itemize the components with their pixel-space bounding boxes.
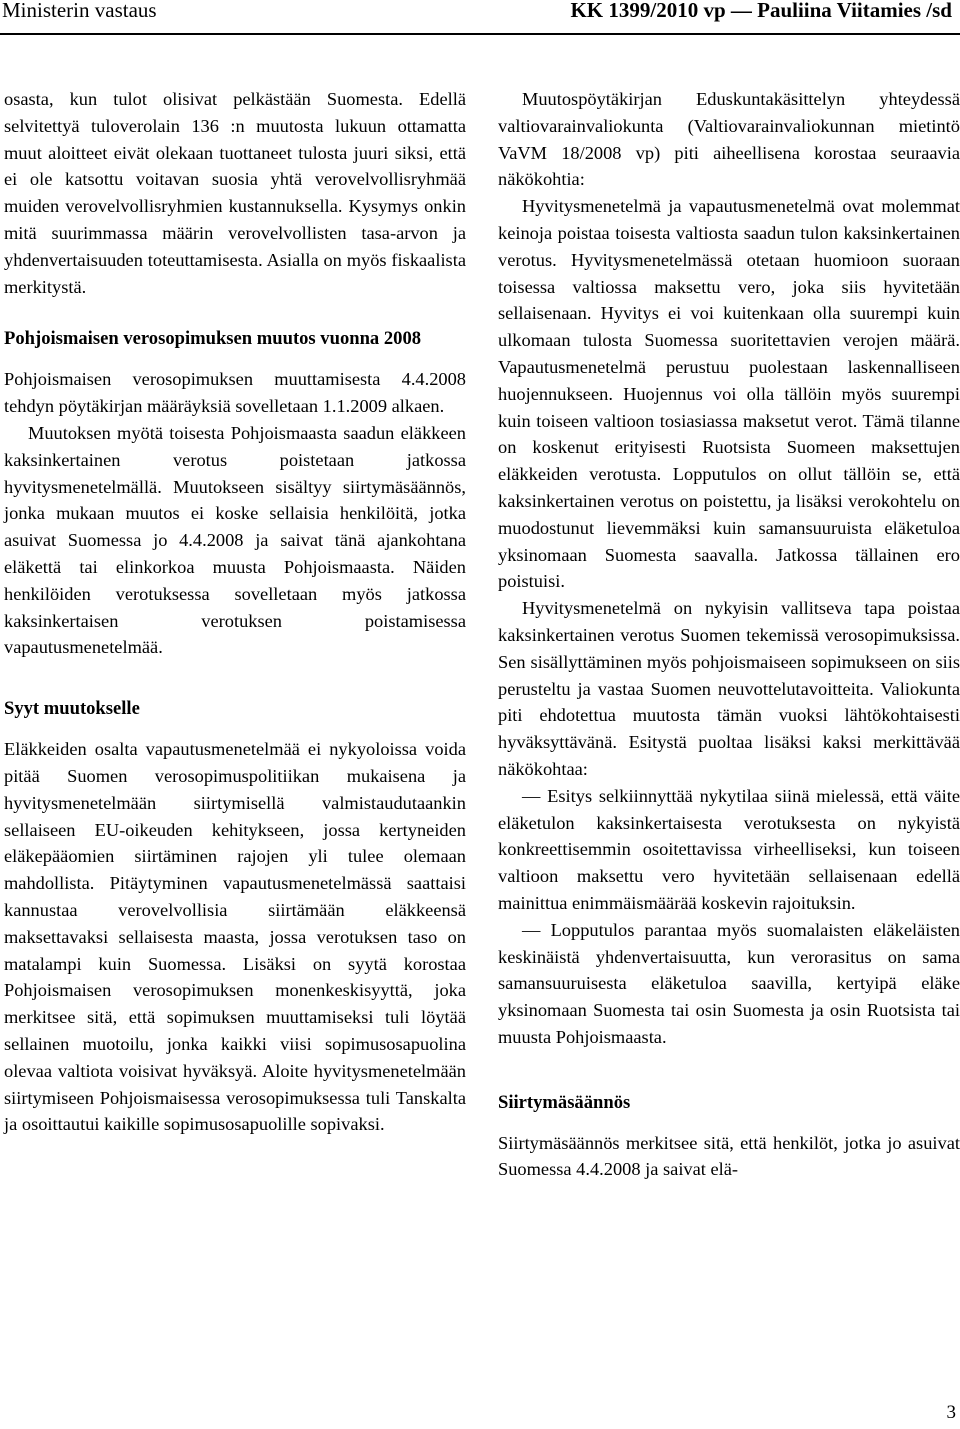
- paragraph: Pohjoismaisen verosopimuksen muuttamisesta 4.4.2008 tehdyn pöytäkirjan määräyksiä sovelletaan 1.1.2009 alkaen.: [4, 369, 466, 417]
- paragraph: Hyvitysmenetelmä on nykyisin vallitseva tapa poistaa kaksinkertainen verotus Suomen tekemissä verosopimuksissa. Sen sisällyttäminen myös pohjoismaiseen sopimukseen on siis perusteltu ja vastaa Suomen neuvottelutavoitteita. Valiokunta piti ehdotettua muutosta tämän vuoksi lähtökohtaisesti hyväksyttävänä. Esitystä puoltaa lisäksi kaksi merkittävää näkökohtaa:: [498, 598, 960, 779]
- paragraph: osasta, kun tulot olisivat pelkästään Suomesta. Edellä selvitettyä tuloverolain 136 :n muutosta lukuun ottamatta muut aloitteet eivät olekaan tuottaneet tulosta juuri siksi, että ei ole katsottu voitavan suosia yhtä verovelvollisryhmää muiden verovelvollisryhmien kustannuksella. Kysymys onkin mitä suurimmassa määrin verovelvollisten tasa-arvon ja yhdenvertaisuuden toteuttamisesta. Asialla on myös fiskaalista merkitystä.: [4, 89, 466, 297]
- page-header: [0, 0, 960, 30]
- paragraph: Eläkkeiden osalta vapautusmenetelmää ei nykyoloissa voida pitää Suomen verosopimuspolitiikan mukaisena ja hyvitysmenetelmään siirtymisellä valmistaudutaankin sellaiseen EU-oikeuden kehitykseen, jossa kertyneiden eläkepääomien siirtäminen rajojen yli tulee olemaan mahdollista. Pitäytyminen vapautusmenetelmässä saattaisi kannustaa verovelvollisia siirtämään eläkkeensä maksettavaksi sellaisesta maasta, jossa verotuksen taso on matalampi kuin Suomessa. Lisäksi on syytä korostaa Pohjoismaisen verosopimuksen monenkeskisyyttä, joka merkitsee sitä, että sopimuksen muuttamiseksi tuli löytää sellainen muotoilu, jonka kaikki viisi sopimusosapuolina olevaa valtiota voisivat hyväksyä. Aloite hyvitysmenetelmään siirtymiseen Pohjoismaisessa verosopimuksessa tuli Tanskalta ja osoittautui kaikille sopimusosapuolille sopivaksi.: [4, 739, 466, 1135]
- paragraph: Siirtymäsäännös merkitsee sitä, että henkilöt, jotka jo asuivat Suomessa 4.4.2008 ja saivat elä-: [498, 1132, 960, 1180]
- section-heading: Siirtymäsäännös: [498, 1091, 631, 1113]
- header-rule: [0, 33, 960, 35]
- section-heading: Pohjoismaisen verosopimuksen muutos vuonna 2008: [4, 328, 422, 350]
- section-heading: Syyt muutokselle: [4, 698, 140, 720]
- header-right-text: KK 1399/2010 vp — Pauliina Viitamies /sd: [570, 0, 952, 22]
- header-left-text: Ministerin vastaus: [2, 0, 157, 22]
- page-number: 3: [946, 1402, 956, 1423]
- paragraph: Muutoksen myötä toisesta Pohjoismaasta saadun eläkkeen kaksinkertainen verotus poistetaan jatkossa hyvitysmenetelmällä. Muutokseen sisältyy siirtymäsäännös, jonka mukaan muutos ei koske sellaisia henkilöitä, jotka asuivat Suomessa jo 4.4.2008 ja saivat tänä ajankohtana eläkettä tai elinkorkoa muusta Pohjoismaasta. Näiden henkilöiden verotuksessa sovelletaan myös jatkossa kaksinkertaisen verotuksen poistamisessa vapautusmenetelmää.: [4, 422, 466, 658]
- paragraph: — Esitys selkiinnyttää nykytilaa siinä mielessä, että väite eläketulon kaksinkertaisesta verotuksesta on nykyistä konkreettisemmin osoitettavissa virheelliseksi, kun toiseen valtioon maksettu vero hyvitetään sellaisenaan edellä mainittua enimmäismäärää koskevin rajoituksin.: [498, 785, 960, 913]
- paragraph: — Lopputulos parantaa myös suomalaisten eläkeläisten keskinäistä yhdenvertaisuutta, kun verorasitus on sama samansuuruisesta eläketuloa saavilla, kertyipä eläke yksinomaan Suomesta tai osin Suomesta ja osin Ruotsista tai muusta Pohjoismaasta.: [498, 919, 960, 1047]
- paragraph: Muutospöytäkirjan Eduskuntakäsittelyn yhteydessä valtiovarainvaliokunta (Valtiovarainvaliokunnan mietintö VaVM 18/2008 vp) piti aiheellisena korostaa seuraavia näkökohtia:: [498, 89, 960, 190]
- right-column: [498, 86, 960, 1183]
- paragraph: Hyvitysmenetelmä ja vapautusmenetelmä ovat molemmat keinoja poistaa toisesta valtiosta saadun tulon kaksinkertainen verotus. Hyvitysmenetelmässä otetaan huomioon suoraan toisessa valtiossa maksettu vero, joka siis hyvitetään sellaisenaan. Hyvitys ei voi kuitenkaan olla suurempi kuin ulkomaan tulosta Suomessa suoritettavien verojen määrä. Vapautusmenetelmä perustuu puolestaan laskennalliseen huojennukseen. Huojennus voi olla tällöin myös suurempi kuin toiseen valtioon tosiasiassa maksetut verot. Tämä tilanne on koskenut erityisesti Ruotsista Suomeen maksettujen eläkkeiden verotusta. Lopputulos on ollut tällöin se, että kaksinkertainen verotus on poistettu, ja lisäksi verokohtelu on muodostunut lievemmäksi kuin samansuuruista eläketuloa yksinomaan Suomesta saavalla. Jatkossa tällainen ero poistuisi.: [498, 196, 960, 592]
- left-column: [4, 86, 466, 1138]
